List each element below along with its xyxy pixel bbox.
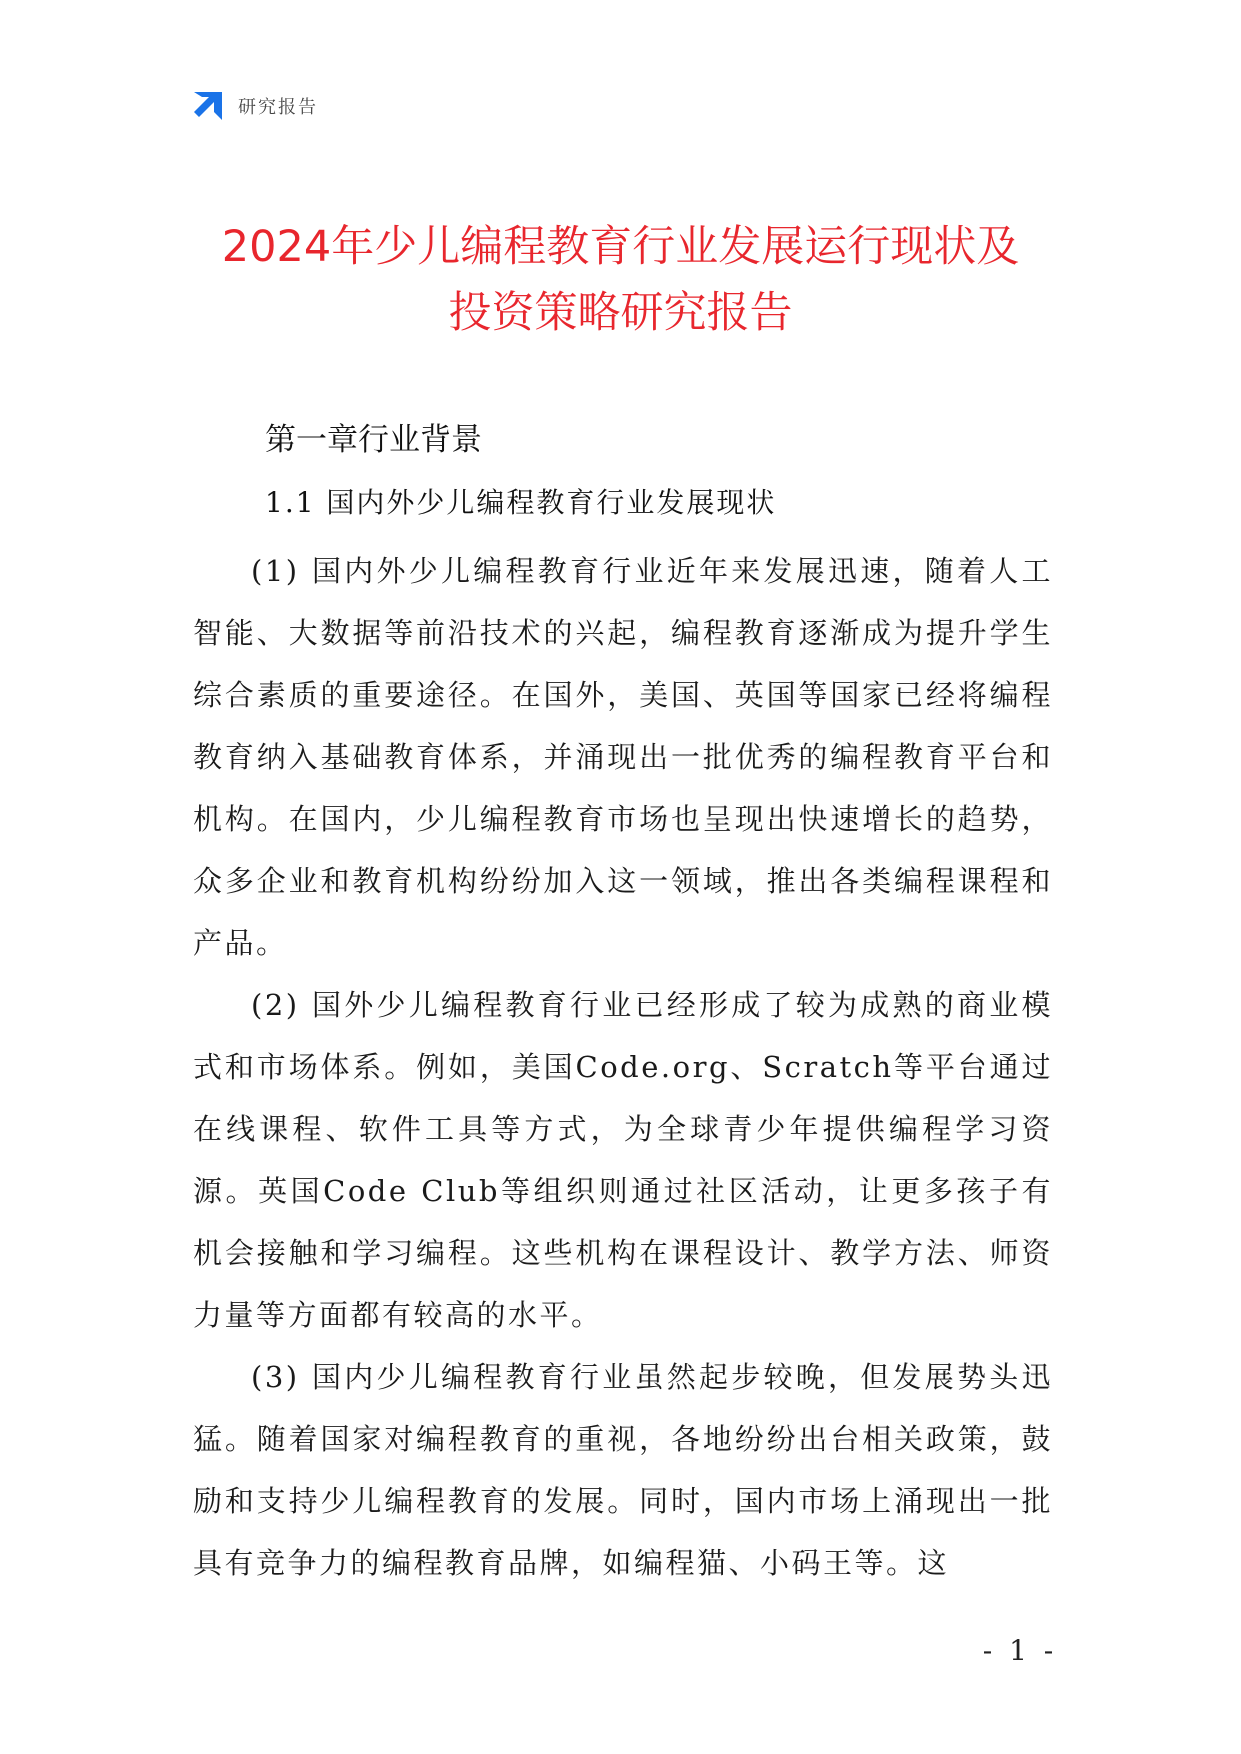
paragraph-2: (2) 国外少儿编程教育行业已经形成了较为成熟的商业模式和市场体系。例如，美国Code.org、Scratch等平台通过在线课程、软件工具等方式，为全球青少年提供编程学习资源。英国Code Club等组织则通过社区活动，让更多孩子有机会接触和学习编程。这些机构在课程设计、教学方法、师资力量等方面都有较高的水平。 bbox=[193, 988, 1053, 1332]
header-label: 研究报告 bbox=[238, 97, 318, 118]
report-title bbox=[160, 214, 1081, 346]
title-line-1: 2024年少儿编程教育行业发展运行现状及 bbox=[221, 222, 1020, 272]
page-header bbox=[192, 88, 318, 124]
chapter-heading: 第一章行业背景 bbox=[265, 422, 482, 458]
arrow-up-right-icon bbox=[192, 90, 224, 122]
body-text bbox=[193, 540, 1053, 1594]
page-number: - 1 - bbox=[982, 1634, 1058, 1667]
section-heading: 1.1 国内外少儿编程教育行业发展现状 bbox=[265, 486, 777, 519]
title-line-2: 投资策略研究报告 bbox=[448, 288, 793, 338]
paragraph-1: (1) 国内外少儿编程教育行业近年来发展迅速，随着人工智能、大数据等前沿技术的兴起，编程教育逐渐成为提升学生综合素质的重要途径。在国外，美国、英国等国家已经将编程教育纳入基础教育体系，并涌现出一批优秀的编程教育平台和机构。在国内，少儿编程教育市场也呈现出快速增长的趋势，众多企业和教育机构纷纷加入这一领域，推出各类编程课程和产品。 bbox=[193, 554, 1053, 960]
paragraph-3: (3) 国内少儿编程教育行业虽然起步较晚，但发展势头迅猛。随着国家对编程教育的重视，各地纷纷出台相关政策，鼓励和支持少儿编程教育的发展。同时，国内市场上涌现出一批具有竞争力的编程教育品牌，如编程猫、小码王等。这 bbox=[193, 1360, 1053, 1580]
